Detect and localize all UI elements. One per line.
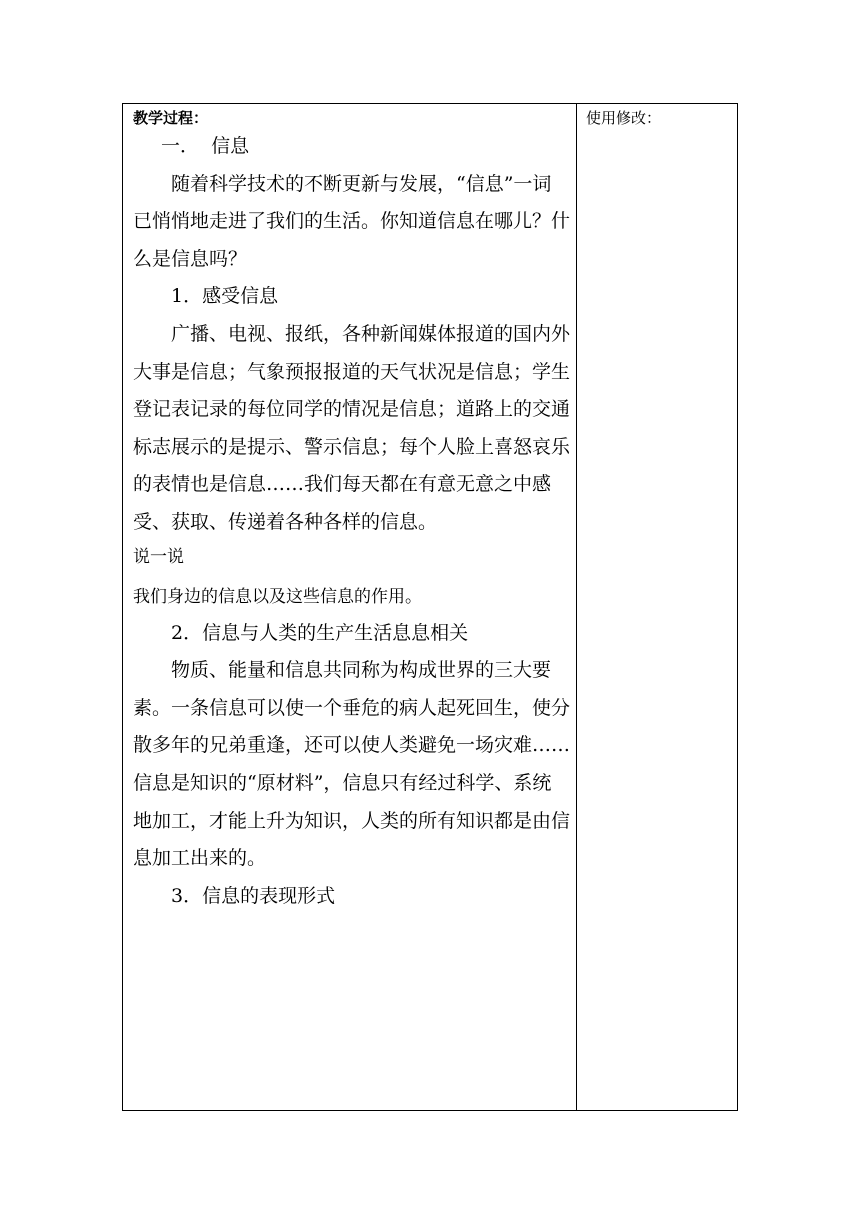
revision-notes-cell xyxy=(578,104,737,1110)
intro-paragraph: 随着科学技术的不断更新与发展，“信息”一词已悄悄地走进了我们的生活。你知道信息在哪儿？什么是信息吗？ xyxy=(133,172,571,270)
subsection-2-body: 物质、能量和信息共同称为构成世界的三大要素。一条信息可以使一个垂危的病人起死回生，使分散多年的兄弟重逢，还可以使人类避免一场灾难……信息是知识的“原材料”，信息只有经过科学、系统地加工，才能上升为知识，人类的所有知识都是由信息加工出来的。 xyxy=(133,659,571,870)
subsection-3-heading: 3．信息的表现形式 xyxy=(171,884,336,907)
revision-notes-label: 使用修改： xyxy=(586,109,662,127)
section-heading: 一． 信息 xyxy=(161,135,250,157)
talk-label: 说一说 xyxy=(133,546,184,567)
column-divider xyxy=(576,104,577,1110)
talk-body: 我们身边的信息以及这些信息的作用。 xyxy=(133,586,422,607)
subsection-2-heading: 2．信息与人类的生产生活息息相关 xyxy=(171,621,469,644)
subsection-1-body: 广播、电视、报纸，各种新闻媒体报道的国内外大事是信息；气象预报报道的天气状况是信息；学生登记表记录的每位同学的情况是信息；道路上的交通标志展示的是提示、警示信息；每个人脸上喜怒哀乐的表情也是信息……我们每天都在有意无意之中感受、获取、传递着各种各样的信息。 xyxy=(133,322,571,533)
teaching-process-label: 教学过程： xyxy=(133,109,209,127)
subsection-1-heading: 1．感受信息 xyxy=(171,285,279,308)
teaching-process-cell xyxy=(123,104,576,1110)
lesson-table xyxy=(122,103,738,1111)
